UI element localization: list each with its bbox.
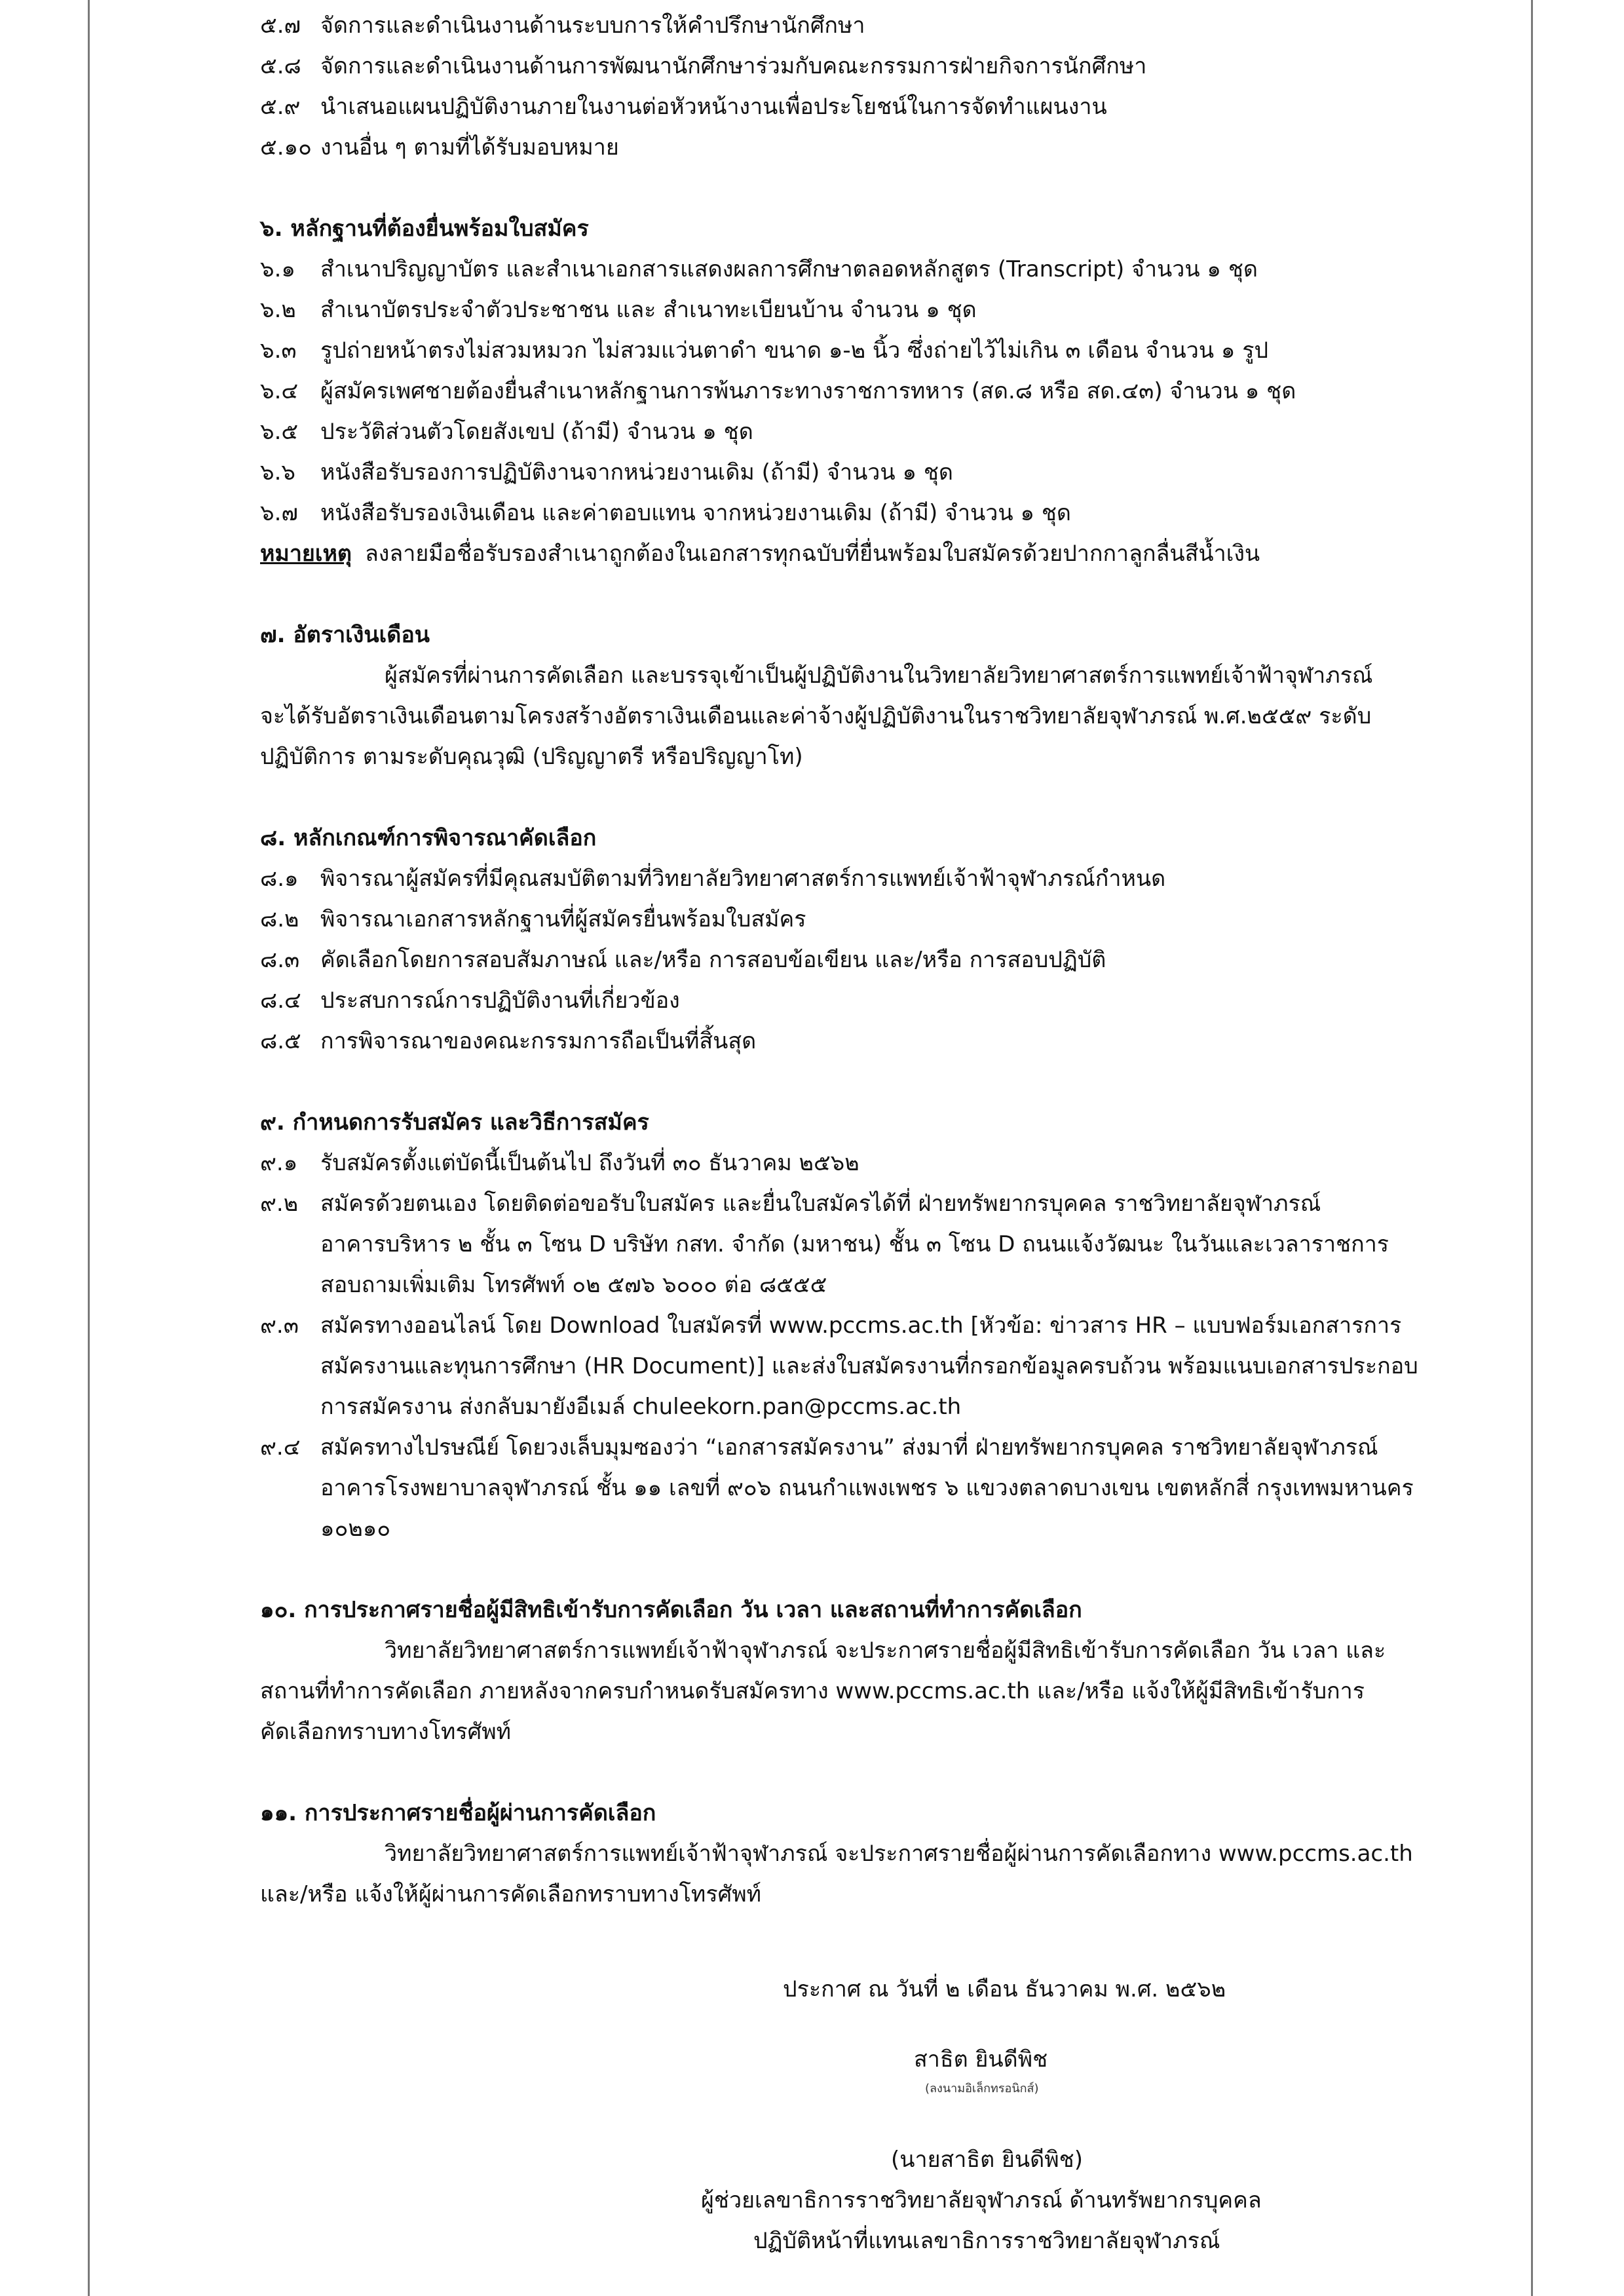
signer-name: สาธิต ยินดีพิช <box>914 2046 1048 2073</box>
section-heading: ๗. อัตราเงินเดือน <box>260 622 430 648</box>
list-item: ๘.๓ คัดเลือกโดยการสอบสัมภาษณ์ และ/หรือ การสอบข้อเขียน และ/หรือ การสอบปฏิบัติ <box>260 947 1106 973</box>
section-heading: ๖. หลักฐานที่ต้องยื่นพร้อมใบสมัคร <box>260 216 589 242</box>
list-item-continuation: อาคารบริหาร ๒ ชั้น ๓ โซน D บริษัท กสท. จำกัด (มหาชน) ชั้น ๓ โซน D ถนนแจ้งวัฒนะ ในวันและเวลาราชการ <box>320 1231 1389 1257</box>
section-heading: ๑๐. การประกาศรายชื่อผู้มีสิทธิเข้ารับการคัดเลือก วัน เวลา และสถานที่ทำการคัดเลือก <box>260 1597 1082 1623</box>
paragraph-line: ปฏิบัติการ ตามระดับคุณวุฒิ (ปริญญาตรี หรือปริญญาโท) <box>260 744 803 770</box>
list-item: ๕.๑๐ งานอื่น ๆ ตามที่ได้รับมอบหมาย <box>260 134 619 161</box>
paragraph-line: คัดเลือกทราบทางโทรศัพท์ <box>260 1719 512 1745</box>
signer-full-name: (นายสาธิต ยินดีพิช) <box>891 2147 1084 2173</box>
page-border-right <box>1531 0 1533 2296</box>
section-heading: ๑๑. การประกาศรายชื่อผู้ผ่านการคัดเลือก <box>260 1800 656 1826</box>
paragraph-line: สถานที่ทำการคัดเลือก ภายหลังจากครบกำหนดรับสมัครทาง www.pccms.ac.th และ/หรือ แจ้งให้ผู้มีสิทธิเข้ารับการ <box>260 1678 1365 1704</box>
note <box>260 533 1439 574</box>
list-item: ๖.๕ ประวัติส่วนตัวโดยสังเขป (ถ้ามี) จำนวน ๑ ชุด <box>260 419 753 445</box>
list-item-continuation: สอบถามเพิ่มเติม โทรศัพท์ ๐๒ ๕๗๖ ๖๐๐๐ ต่อ ๘๕๕๕ <box>320 1272 827 1298</box>
paragraph-line: ผู้สมัครที่ผ่านการคัดเลือก และบรรจุเข้าเป็นผู้ปฏิบัติงานในวิทยาลัยวิทยาศาสตร์การแพทย์เจ้าฟ้าจุฬาภรณ์ <box>385 662 1373 689</box>
paragraph-line: วิทยาลัยวิทยาศาสตร์การแพทย์เจ้าฟ้าจุฬาภรณ์ จะประกาศรายชื่อผู้มีสิทธิเข้ารับการคัดเลือก วัน เวลา และ <box>385 1637 1386 1664</box>
list-item: ๘.๔ ประสบการณ์การปฏิบัติงานที่เกี่ยวข้อง <box>260 987 680 1014</box>
list-item: ๖.๗ หนังสือรับรองเงินเดือน และค่าตอบแทน จากหน่วยงานเดิม (ถ้ามี) จำนวน ๑ ชุด <box>260 500 1071 526</box>
list-item: ๘.๒ พิจารณาเอกสารหลักฐานที่ผู้สมัครยื่นพร้อมใบสมัคร <box>260 906 806 932</box>
list-item: ๙.๒ สมัครด้วยตนเอง โดยติดต่อขอรับใบสมัคร และยื่นใบสมัครได้ที่ ฝ่ายทรัพยากรบุคคล ราชวิทยาลัยจุฬาภรณ์ <box>260 1191 1321 1217</box>
signer-position: ผู้ช่วยเลขาธิการราชวิทยาลัยจุฬาภรณ์ ด้านทรัพยากรบุคคล <box>701 2187 1262 2213</box>
note-label: หมายเหตุ <box>260 541 352 567</box>
list-item-continuation: การสมัครงาน ส่งกลับมายังอีเมล์ chuleekorn.pan@pccms.ac.th <box>320 1394 962 1420</box>
list-item: ๖.๒ สำเนาบัตรประจำตัวประชาชน และ สำเนาทะเบียนบ้าน จำนวน ๑ ชุด <box>260 297 977 323</box>
paragraph-line: วิทยาลัยวิทยาศาสตร์การแพทย์เจ้าฟ้าจุฬาภรณ์ จะประกาศรายชื่อผู้ผ่านการคัดเลือกทาง www.pccms.ac.th <box>385 1841 1413 1867</box>
note-text: ลงลายมือชื่อรับรองสำเนาถูกต้องในเอกสารทุกฉบับที่ยื่นพร้อมใบสมัครด้วยปากกาลูกลื่นสีน้ำเงิน <box>364 541 1260 567</box>
section-heading: ๙. กำหนดการรับสมัคร และวิธีการสมัคร <box>260 1109 649 1136</box>
list-item: ๕.๗ จัดการและดำเนินงานด้านระบบการให้คำปรึกษานักศึกษา <box>260 12 865 39</box>
list-item: ๕.๙ นำเสนอแผนปฏิบัติงานภายในงานต่อหัวหน้างานเพื่อประโยชน์ในการจัดทำแผนงาน <box>260 94 1107 120</box>
list-item: ๖.๓ รูปถ่ายหน้าตรงไม่สวมหมวก ไม่สวมแว่นตาดำ ขนาด ๑-๒ นิ้ว ซึ่งถ่ายไว้ไม่เกิน ๓ เดือน จำนวน ๑ รูป <box>260 337 1269 364</box>
signer-acting-position: ปฏิบัติหน้าที่แทนเลขาธิการราชวิทยาลัยจุฬาภรณ์ <box>753 2228 1220 2254</box>
paragraph-line: และ/หรือ แจ้งให้ผู้ผ่านการคัดเลือกทราบทางโทรศัพท์ <box>260 1881 762 1907</box>
list-item: ๙.๑ รับสมัครตั้งแต่บัดนี้เป็นต้นไป ถึงวันที่ ๓๐ ธันวาคม ๒๕๖๒ <box>260 1150 859 1176</box>
list-item: ๖.๔ ผู้สมัครเพศชายต้องยื่นสำเนาหลักฐานการพ้นภาระทางราชการทหาร (สด.๘ หรือ สด.๔๓) จำนวน ๑ ชุด <box>260 378 1296 404</box>
list-item: ๘.๕ การพิจารณาของคณะกรรมการถือเป็นที่สิ้นสุด <box>260 1028 757 1054</box>
list-item: ๕.๘ จัดการและดำเนินงานด้านการพัฒนานักศึกษาร่วมกับคณะกรรมการฝ่ายกิจการนักศึกษา <box>260 53 1147 79</box>
section-heading: ๘. หลักเกณฑ์การพิจารณาคัดเลือก <box>260 825 597 851</box>
list-item: ๖.๑ สำเนาปริญญาบัตร และสำเนาเอกสารแสดงผลการศึกษาตลอดหลักสูตร (Transcript) จำนวน ๑ ชุด <box>260 256 1258 282</box>
list-item: ๘.๑ พิจารณาผู้สมัครที่มีคุณสมบัติตามที่วิทยาลัยวิทยาศาสตร์การแพทย์เจ้าฟ้าจุฬาภรณ์กำหนด <box>260 866 1166 892</box>
list-item-continuation: ๑๐๒๑๐ <box>320 1516 391 1542</box>
list-item: ๙.๔ สมัครทางไปรษณีย์ โดยวงเล็บมุมซองว่า “เอกสารสมัครงาน” ส่งมาที่ ฝ่ายทรัพยากรบุคคล ราชวิทยาลัยจุฬาภรณ์ <box>260 1434 1378 1461</box>
paragraph-line: จะได้รับอัตราเงินเดือนตามโครงสร้างอัตราเงินเดือนและค่าจ้างผู้ปฏิบัติงานในราชวิทยาลัยจุฬาภรณ์ พ.ศ.๒๕๕๙ ระดับ <box>260 703 1372 729</box>
document-body <box>260 5 1439 1915</box>
electronic-signature-tag: (ลงนามอิเล็กทรอนิกส์) <box>925 2082 1039 2095</box>
list-item-continuation: อาคารโรงพยาบาลจุฬาภรณ์ ชั้น ๑๑ เลขที่ ๙๐๖ ถนนกำแพงเพชร ๖ แขวงตลาดบางเขน เขตหลักสี่ กรุงเทพมหานคร <box>320 1475 1414 1501</box>
announcement-date: ประกาศ ณ วันที่ ๒ เดือน ธันวาคม พ.ศ. ๒๕๖๒ <box>783 1976 1226 2002</box>
list-item-continuation: สมัครงานและทุนการศึกษา (HR Document)] และส่งใบสมัครงานที่กรอกข้อมูลครบถ้วน พร้อมแนบเอกสารประกอบ <box>320 1353 1418 1379</box>
list-item: ๙.๓ สมัครทางออนไลน์ โดย Download ใบสมัครที่ www.pccms.ac.th [หัวข้อ: ข่าวสาร HR – แบบฟอร์มเอกสารการ <box>260 1312 1402 1339</box>
list-item: ๖.๖ หนังสือรับรองการปฏิบัติงานจากหน่วยงานเดิม (ถ้ามี) จำนวน ๑ ชุด <box>260 459 953 486</box>
page-border-left <box>88 0 90 2296</box>
